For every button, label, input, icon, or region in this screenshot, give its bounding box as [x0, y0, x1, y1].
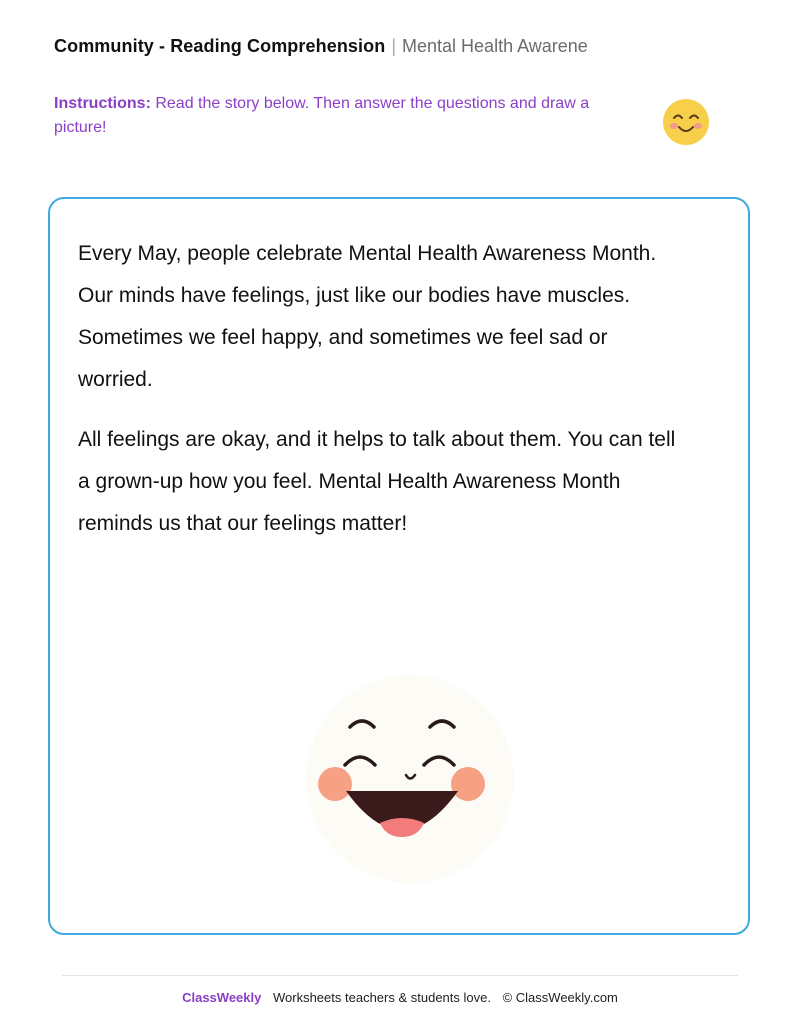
laughing-face-icon — [290, 659, 530, 899]
footer-tagline: Worksheets teachers & students love. — [272, 990, 491, 1005]
story-paragraph-1: Every May, people celebrate Mental Health Awareness Month. Our minds have feelings, just like our bodies have muscles. Sometimes we feel happy, and sometimes we feel sad or worried. — [78, 242, 657, 391]
worksheet-title: Community - Reading Comprehension — [54, 36, 386, 56]
header-separator: | — [391, 36, 397, 56]
story-text — [78, 233, 688, 563]
story-paragraph-2: All feelings are okay, and it helps to talk about them. You can tell a grown-up how you feel. Mental Health Awareness Month reminds us that our feelings matter! — [78, 428, 676, 535]
instructions-text: Read the story below. Then answer the questions and draw a picture! — [54, 95, 590, 136]
smiling-face-icon — [662, 98, 710, 146]
instructions — [54, 92, 614, 140]
footer-copyright: © ClassWeekly.com — [502, 990, 618, 1005]
worksheet-subtitle: Mental Health Awarene — [402, 36, 588, 56]
footer-divider — [62, 975, 738, 976]
story-card — [48, 197, 750, 935]
worksheet-header — [54, 36, 614, 62]
footer — [0, 990, 800, 1005]
instructions-label: Instructions: — [54, 95, 151, 112]
footer-brand: ClassWeekly — [182, 990, 262, 1005]
